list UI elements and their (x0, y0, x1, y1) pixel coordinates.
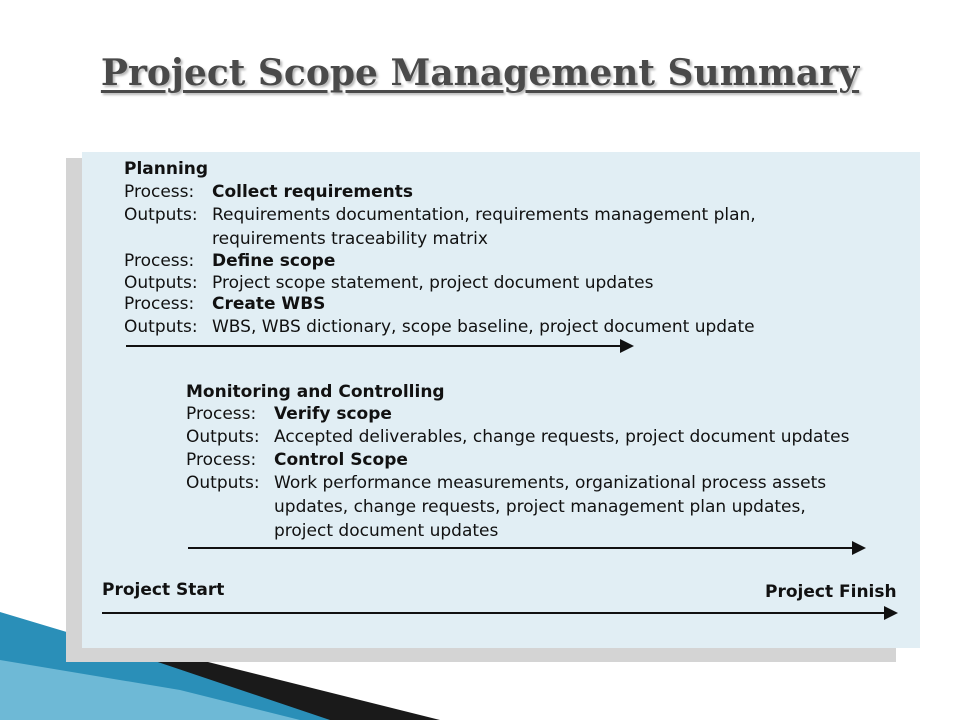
outputs-continued: project document updates (274, 521, 499, 541)
process-row (186, 403, 392, 425)
outputs-row (124, 204, 756, 226)
process-row (124, 250, 335, 272)
outputs-text: Project scope statement, project document updates (212, 273, 654, 293)
outputs-label: Outputs: (186, 473, 260, 493)
process-label: Process: (124, 251, 195, 271)
slide-title: Project Scope Management Summary (100, 52, 860, 94)
process-control-scope: Control Scope (274, 450, 408, 470)
process-verify-scope: Verify scope (274, 404, 392, 424)
process-row (186, 449, 408, 471)
project-start-label: Project Start (102, 580, 225, 600)
outputs-label: Outputs: (186, 427, 260, 447)
process-row (124, 293, 325, 315)
outputs-row (186, 472, 826, 494)
process-collect-requirements: Collect requirements (212, 182, 413, 202)
outputs-label: Outputs: (124, 273, 198, 293)
outputs-row (124, 272, 654, 294)
outputs-row (186, 426, 849, 448)
monitoring-heading: Monitoring and Controlling (186, 382, 445, 402)
outputs-text: Accepted deliverables, change requests, project document updates (274, 427, 850, 447)
process-label: Process: (124, 182, 195, 202)
outputs-continued: requirements traceability matrix (212, 229, 488, 249)
process-define-scope: Define scope (212, 251, 336, 271)
outputs-text: Work performance measurements, organizational process assets (274, 473, 827, 493)
planning-arrow (126, 345, 632, 347)
process-label: Process: (186, 450, 257, 470)
planning-heading: Planning (124, 159, 209, 179)
timeline-arrow (102, 612, 896, 614)
outputs-row (124, 316, 755, 338)
outputs-text: Requirements documentation, requirements management plan, (212, 205, 756, 225)
process-label: Process: (186, 404, 257, 424)
outputs-label: Outputs: (124, 205, 198, 225)
outputs-text: WBS, WBS dictionary, scope baseline, project document update (212, 317, 755, 337)
outputs-label: Outputs: (124, 317, 198, 337)
outputs-continued: updates, change requests, project management plan updates, (274, 497, 806, 517)
project-finish-label: Project Finish (765, 582, 897, 602)
process-create-wbs: Create WBS (212, 294, 326, 314)
process-label: Process: (124, 294, 195, 314)
monitoring-arrow (188, 547, 864, 549)
process-row (124, 181, 413, 203)
